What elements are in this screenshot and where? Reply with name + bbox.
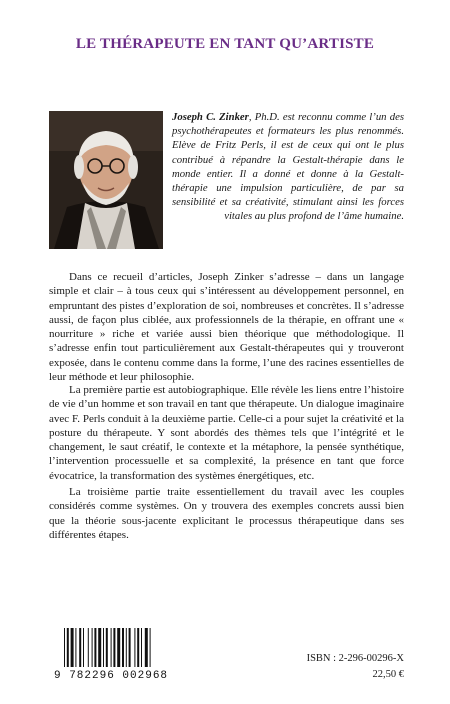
paragraph-part-one-two [49, 383, 404, 483]
author-bio [172, 110, 404, 224]
barcode-number: 9 782296 002968 [54, 670, 169, 682]
book-title: LE THÉRAPEUTE EN TANT QU’ARTISTE [75, 36, 375, 52]
author-bio-text: , Ph.D. est reconnu comme l’un des psychothérapeutes et formateurs les plus renommés. Elève de Fritz Perls, il est de ceux qui ont le plus contribué à répandre la Gestalt-thérapie dans le monde entier. Il a donné et donne à la Gestalt-thérapie une impulsion particulière, de par sa sensibilité et sa créativité, stimulant ainsi les forces vitales au plus profond de l’âme humaine. [172, 111, 404, 223]
barcode-image [62, 628, 178, 667]
paragraph-text: Dans ce recueil d’articles, Joseph Zinker s’adresse – dans un langage simple et clair – à tous ceux qui s’intéressent au développement personnel, en empruntant des pistes d’exploration de soi, nombreuses et concrètes. Il s’adresse aussi, de façon plus ciblée, aux professionnels de la thérapie, en offrant une « nourriture » riche et variée aussi bien théorique que méthodologique. Il s’adresse enfin tout particulièrement aux Gestalt-thérapeutes qui y trouveront exposée, dans le contenu comme dans la forme, l’une des racines essentielles de leur méthode et leur philosophie. [49, 271, 404, 384]
paragraph-text: La troisième partie traite essentiellement du travail avec les couples considérés comme systèmes. On y trouvera des exemples concrets aussi bien que la théorie sous-jacente explicitant le processus thérapeutique dans ses différentes étapes. [49, 486, 404, 541]
paragraph-intro [49, 270, 404, 384]
paragraph-part-three [49, 485, 404, 542]
paragraph-text: La première partie est autobiographique. Elle révèle les liens entre l’histoire de vie d’un homme et son travail en tant que thérapeute. Un dialogue imaginaire avec F. Perls conduit à la deuxième partie. Celle-ci a pour sujet la créativité et la posture du thérapeute. Y sont abordés des thèmes tels que l’intégrité et le changement, le saut créatif, le contexte et la métaphore, la pensée synthétique, l’intervention processuelle et sa complexité, la présence en tant que force évocatrice, la transformation des systèmes énergétiques, etc. [49, 384, 404, 482]
price-label: 22,50 € [372, 669, 404, 680]
author-photo [49, 111, 163, 249]
isbn-label: ISBN : 2-296-00296-X [306, 653, 404, 664]
author-name: Joseph C. Zinker [172, 111, 249, 123]
author-portrait-image [49, 111, 163, 249]
